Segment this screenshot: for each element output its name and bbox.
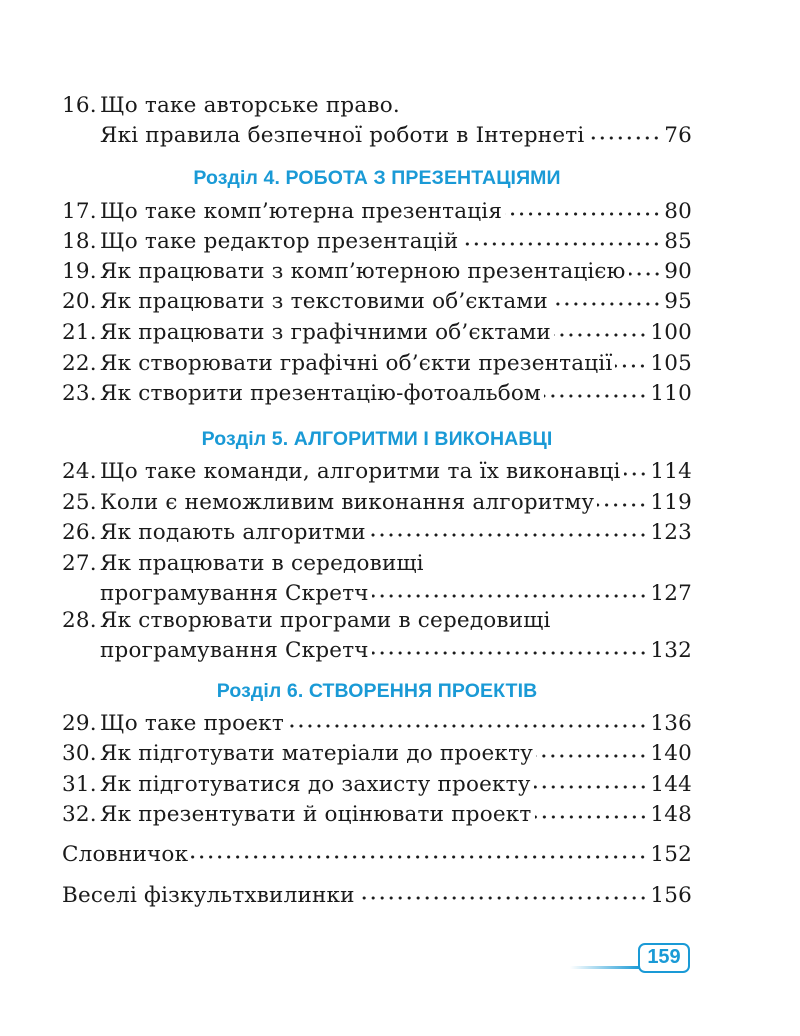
entry-page-number: 144 (650, 772, 692, 797)
entry-page-number: 90 (664, 259, 692, 284)
entry-page-number: 85 (664, 229, 692, 254)
section-title-6: Розділ 6. СТВОРЕННЯ ПРОЕКТІВ (216, 680, 538, 702)
dot-leader (554, 331, 647, 337)
dot-leader (191, 853, 647, 859)
entry-number: 20. (62, 289, 97, 314)
entry-title-line-2: програмування Скретч (100, 638, 369, 663)
entry-number: 19. (62, 259, 97, 284)
entry-number: 22. (62, 351, 97, 376)
entry-title-line-1: Як створювати програми в середовищі (100, 608, 551, 633)
dot-leader (369, 531, 648, 537)
entry-number: 29. (62, 711, 97, 736)
page-number-badge: 159 (638, 943, 690, 973)
section-title-5: Розділ 5. АЛГОРИТМИ І ВИКОНАВЦІ (201, 428, 553, 450)
entry-page-number: 119 (650, 490, 692, 515)
entry-title: Що таке проект (100, 711, 284, 736)
dot-leader (505, 210, 661, 216)
entry-page-number: 156 (650, 883, 692, 908)
dot-leader (461, 240, 661, 246)
entry-title: Як подають алгоритми (100, 520, 366, 545)
entry-page-number: 148 (650, 802, 692, 827)
entry-title: Як створювати графічні об’єкти презентації (100, 351, 613, 376)
entry-number: 26. (62, 520, 97, 545)
entry-page-number: 132 (650, 638, 692, 663)
dot-leader (535, 813, 648, 819)
entry-title-line-1: Що таке авторське право. (100, 93, 400, 118)
entry-title: Як працювати з комп’ютерною презентацією (100, 259, 626, 284)
entry-title: Веселі фізкультхвилинки (62, 883, 355, 908)
entry-number: 28. (62, 608, 97, 633)
dot-leader (536, 752, 647, 758)
entry-page-number: 152 (650, 842, 692, 867)
dot-leader (587, 134, 661, 140)
entry-page-number: 80 (664, 199, 692, 224)
entry-page-number: 140 (650, 741, 692, 766)
entry-title: Як працювати з графічними об’єктами (100, 320, 551, 345)
entry-title: Словничок (62, 842, 189, 867)
entry-title: Як створити презентацію-фотоальбом (100, 381, 541, 406)
entry-number: 21. (62, 320, 97, 345)
entry-number: 17. (62, 199, 97, 224)
entry-number: 27. (62, 551, 97, 576)
dot-leader (624, 470, 648, 476)
entry-number: 23. (62, 381, 97, 406)
entry-title-line-2: Які правила безпечної роботи в Інтернеті (100, 123, 585, 148)
entry-title: Коли є неможливим виконання алгоритму (100, 490, 595, 515)
entry-title: Що таке команди, алгоритми та їх виконавці (100, 459, 621, 484)
dot-leader (372, 649, 648, 655)
dot-leader (597, 501, 647, 507)
entry-page-number: 76 (664, 123, 692, 148)
entry-page-number: 105 (650, 351, 692, 376)
dot-leader (372, 592, 648, 598)
entry-title: Що таке редактор презентацій (100, 229, 459, 254)
entry-number: 18. (62, 229, 97, 254)
entry-page-number: 110 (650, 381, 692, 406)
entry-title: Як підготуватися до захисту проекту (100, 772, 531, 797)
entry-number: 30. (62, 741, 97, 766)
section-title-4: Розділ 4. РОБОТА З ПРЕЗЕНТАЦІЯМИ (193, 167, 561, 189)
entry-number: 31. (62, 772, 97, 797)
entry-number: 16. (62, 93, 97, 118)
entry-page-number: 127 (650, 581, 692, 606)
entry-title: Як презентувати й оцінювати проект (100, 802, 532, 827)
entry-page-number: 123 (650, 520, 692, 545)
entry-title: Як працювати з текстовими об’єктами (100, 289, 548, 314)
dot-leader (534, 783, 648, 789)
dot-leader (287, 722, 647, 728)
entry-number: 32. (62, 802, 97, 827)
entry-page-number: 136 (650, 711, 692, 736)
entry-title: Як підготувати матеріали до проекту (100, 741, 534, 766)
dot-leader (629, 270, 662, 276)
entry-page-number: 114 (650, 459, 692, 484)
entry-title: Що таке комп’ютерна презентація (100, 199, 503, 224)
entry-page-number: 95 (664, 289, 692, 314)
dot-leader (615, 362, 647, 368)
entry-page-number: 100 (650, 320, 692, 345)
dot-leader (551, 300, 661, 306)
entry-number: 25. (62, 490, 97, 515)
dot-leader (358, 894, 648, 900)
entry-title-line-1: Як працювати в середовищі (100, 551, 424, 576)
entry-title-line-2: програмування Скретч (100, 581, 369, 606)
entry-number: 24. (62, 459, 97, 484)
page-number-underline (570, 966, 640, 969)
dot-leader (544, 392, 647, 398)
